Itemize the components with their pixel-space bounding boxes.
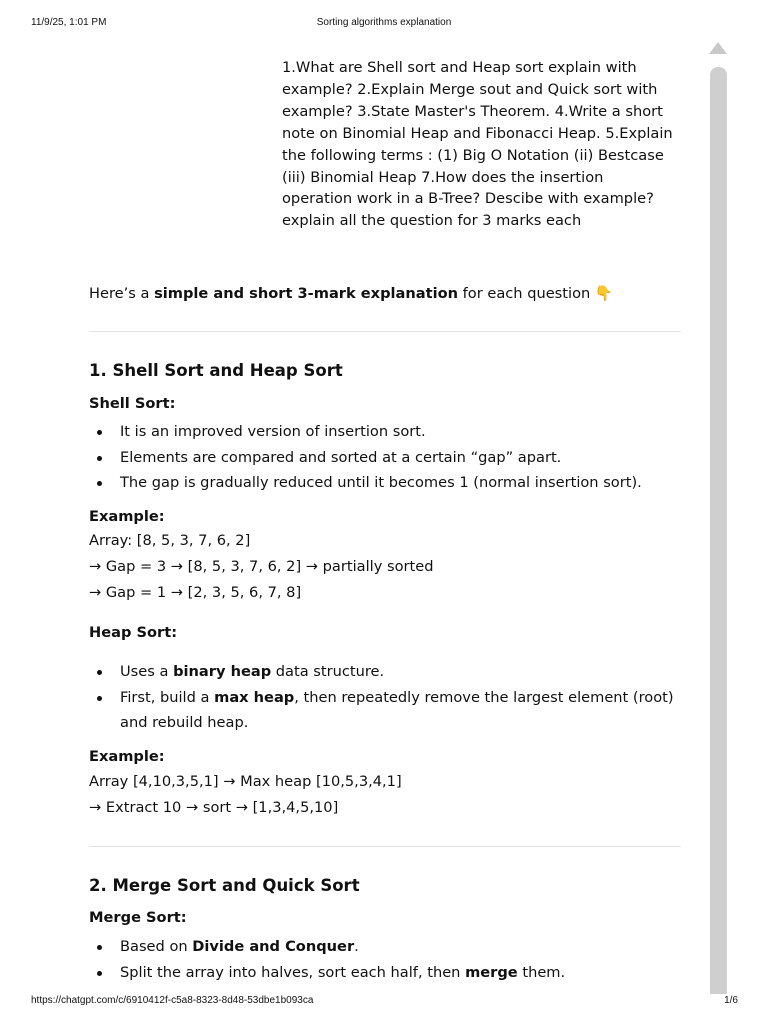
example-line: → Gap = 3 → [8, 5, 3, 7, 6, 2] → partially sorted [89, 558, 434, 575]
list-item-text: Based on [120, 938, 193, 955]
list-item [89, 659, 681, 685]
section-heading: 2. Merge Sort and Quick Sort [89, 876, 360, 895]
list-item-text: data structure. [271, 663, 385, 680]
list-item-bold: merge [465, 963, 518, 981]
list-item-text: . [354, 938, 359, 955]
list-item-bold: Divide and Conquer [192, 938, 355, 955]
divider [89, 846, 681, 847]
example-line: → Extract 10 → sort → [1,3,4,5,10] [89, 799, 339, 816]
intro-text-end: for each question [458, 285, 595, 302]
subheading: Heap Sort: [89, 624, 178, 641]
section-heading: 1. Shell Sort and Heap Sort [89, 361, 343, 380]
list-item [89, 960, 681, 986]
list-item [89, 934, 681, 960]
pointing-down-icon: 👇 [594, 285, 614, 302]
subheading: Merge Sort: [89, 909, 187, 926]
intro-text: Here’s a [89, 285, 155, 302]
bullet-list [89, 659, 681, 736]
scrollbar-thumb[interactable] [710, 67, 727, 994]
list-item-text: Uses a [120, 663, 174, 680]
subheading: Shell Sort: [89, 395, 176, 412]
example-label: Example: [89, 748, 165, 765]
list-item: It is an improved version of insertion sort. [89, 419, 681, 445]
print-datetime: 11/9/25, 1:01 PM [31, 17, 107, 28]
list-item-bold: binary heap [173, 663, 272, 680]
bullet-list [89, 419, 681, 496]
list-item-text: Split the array into halves, sort each half, then [120, 963, 466, 981]
list-item: The gap is gradually reduced until it becomes 1 (normal insertion sort). [89, 470, 681, 496]
assistant-intro [89, 284, 613, 302]
print-url: https://chatgpt.com/c/6910412f-c5a8-8323-8d48-53dbe1b093ca [31, 995, 314, 1006]
list-item: Elements are compared and sorted at a certain “gap” apart. [89, 445, 681, 471]
list-item-bold: max heap [214, 688, 295, 706]
list-item-text: them. [517, 963, 566, 981]
divider [89, 331, 681, 332]
example-line: Array [4,10,3,5,1] → Max heap [10,5,3,4,1] [89, 773, 402, 790]
list-item-text: , then repeatedly remove the largest element (root) and rebuild heap. [120, 688, 674, 731]
user-message: 1.What are Shell sort and Heap sort explain with example? 2.Explain Merge sout and Quick sort with example? 3.State Master's Theorem. 4.Write a short note on Binomial Heap and Fibonacci Heap. 5.Explain the following terms : (1) Big O Notation (ii) Bestcase (iii) Binomial Heap 7.How does the insertion operation work in a B-Tree? Descibe with example? explain all the question for 3 marks each [282, 59, 673, 230]
intro-bold: simple and short 3-mark explanation [154, 285, 459, 302]
list-item-text: First, build a [120, 688, 215, 706]
example-label: Example: [89, 508, 165, 525]
print-page-number: 1/6 [724, 995, 738, 1006]
print-footer [0, 995, 768, 1009]
bullet-list [89, 934, 681, 985]
print-header [0, 17, 768, 31]
list-item [89, 685, 681, 736]
scroll-up-arrow-icon[interactable] [709, 42, 727, 54]
example-line: → Gap = 1 → [2, 3, 5, 6, 7, 8] [89, 584, 302, 601]
print-page-title: Sorting algorithms explanation [316, 17, 452, 28]
example-line: Array: [8, 5, 3, 7, 6, 2] [89, 532, 251, 549]
